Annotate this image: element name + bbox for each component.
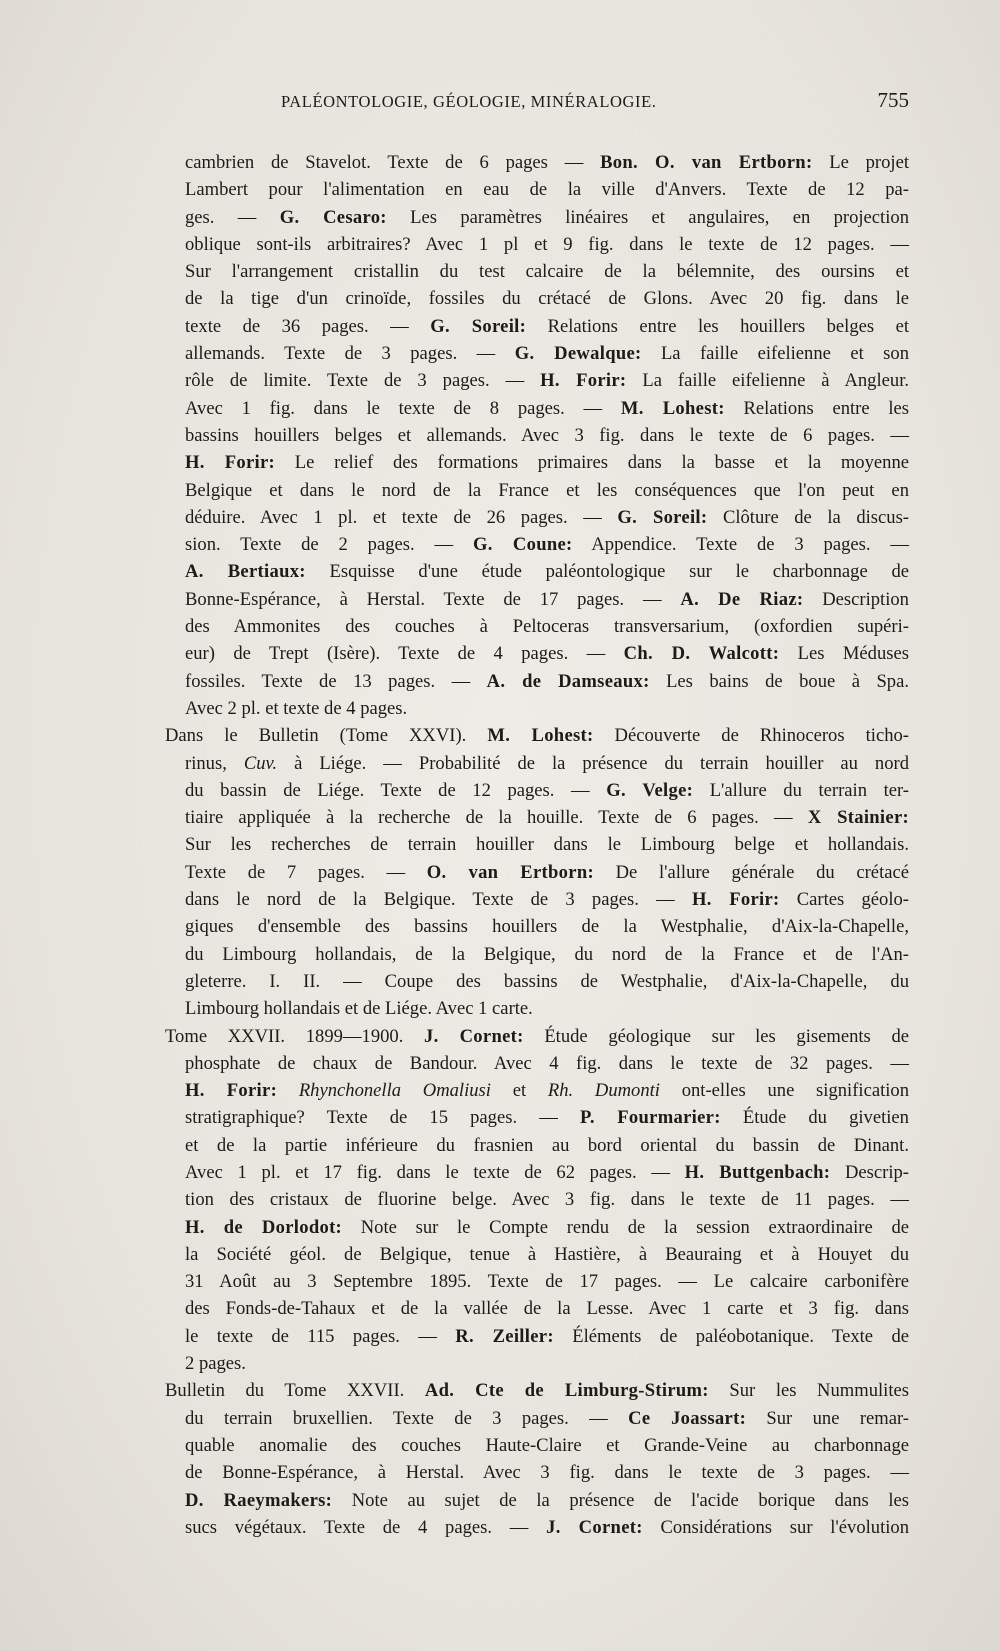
- text-run: Avec 1 fig. dans le texte de 8 pages. —: [185, 397, 621, 419]
- text-line: [165, 913, 909, 940]
- text-line: [165, 1459, 909, 1486]
- author-name: R. Zeiller:: [455, 1325, 554, 1347]
- text-line: [165, 231, 909, 258]
- text-line: [165, 340, 909, 367]
- text-line: [165, 750, 909, 777]
- text-run: rinus,: [185, 752, 244, 774]
- text-run: du bassin de Liége. Texte de 12 pages. —: [185, 779, 607, 801]
- text-line: [165, 722, 909, 749]
- text-line: [165, 422, 909, 449]
- text-run: Belgique et dans le nord de la France et les conséquences que l'on peut en: [185, 479, 909, 501]
- text-run: Considérations sur l'évolution: [642, 1516, 910, 1538]
- text-run: ges. —: [185, 206, 280, 228]
- text-line: [165, 859, 909, 886]
- author-name: H. Forir:: [540, 370, 627, 392]
- text-run: Le projet: [812, 152, 910, 173]
- author-name: A. de Damseaux:: [486, 670, 650, 692]
- text-run: Les paramètres linéaires et angulaires, en projection: [386, 206, 909, 228]
- text-run: Sur les Nummulites: [708, 1380, 909, 1402]
- text-line: [165, 1350, 909, 1377]
- text-run: Appendice. Texte de 3 pages. —: [572, 534, 910, 556]
- text-line: [165, 1186, 909, 1213]
- italic-term: Rhynchonella Omaliusi: [298, 1080, 491, 1102]
- page-number: 755: [877, 88, 909, 112]
- text-run: cambrien de Stavelot. Texte de 6 pages —: [185, 152, 601, 173]
- author-name: J. Cornet:: [424, 1025, 524, 1047]
- text-run: dans le nord de la Belgique. Texte de 3 pages. —: [185, 889, 692, 911]
- text-line: [165, 1377, 909, 1404]
- text-line: [165, 1295, 909, 1322]
- text-line: [165, 1159, 909, 1186]
- text-run: Les bains de boue à Spa.: [649, 670, 909, 692]
- text-run: le texte de 115 pages. —: [185, 1325, 456, 1347]
- text-run: déduire. Avec 1 pl. et texte de 26 pages. —: [185, 506, 618, 528]
- author-name: H. Forir:: [185, 1080, 278, 1102]
- text-line: [165, 1050, 909, 1077]
- text-run: oblique sont-ils arbitraires? Avec 1 pl et 9 fig. dans le texte de 12 pages. —: [185, 233, 909, 255]
- text-run: [277, 1080, 299, 1101]
- text-line: [165, 695, 909, 722]
- text-run: la Société géol. de Belgique, tenue à Hastière, à Beauraing et à Houyet du: [185, 1243, 909, 1265]
- text-run: Les Méduses: [779, 643, 909, 665]
- text-run: Étude géologique sur les gisements de: [523, 1025, 909, 1047]
- author-name: Ch. D. Walcott:: [623, 643, 780, 665]
- text-run: du terrain bruxellien. Texte de 3 pages. —: [185, 1407, 629, 1429]
- text-line: [165, 504, 909, 531]
- text-run: allemands. Texte de 3 pages. —: [185, 343, 515, 365]
- text-run: De l'allure générale du crétacé: [593, 861, 909, 883]
- text-line: [165, 640, 909, 667]
- text-line: [165, 804, 909, 831]
- text-run: L'allure du terrain ter-: [693, 779, 909, 801]
- text-line: [165, 176, 909, 203]
- author-name: A. Bertiaux:: [185, 561, 306, 583]
- text-line: [165, 1132, 909, 1159]
- author-name: O. van Ertborn:: [426, 861, 594, 883]
- text-line: [165, 831, 909, 858]
- body-text: [165, 149, 909, 1541]
- text-line: [165, 668, 909, 695]
- text-line: [165, 1487, 909, 1514]
- text-line: [165, 968, 909, 995]
- text-line: [165, 886, 909, 913]
- author-name: G. Dewalque:: [514, 343, 642, 365]
- text-run: du Limbourg hollandais, de la Belgique, du nord de la France et de l'An-: [185, 943, 909, 965]
- text-run: fossiles. Texte de 13 pages. —: [185, 670, 487, 692]
- text-run: Découverte de Rhinoceros ticho-: [593, 725, 909, 747]
- text-run: Note sur le Compte rendu de la session extraordinaire de: [342, 1216, 909, 1238]
- italic-term: Cuv.: [243, 752, 278, 774]
- author-name: G. Cesaro:: [279, 206, 387, 228]
- text-run: texte de 36 pages. —: [185, 315, 431, 337]
- author-name: Ce Joassart:: [628, 1407, 747, 1429]
- text-run: Limbourg hollandais et de Liége. Avec 1 carte.: [185, 998, 533, 1020]
- text-run: des Fonds-de-Tahaux et de la vallée de la Lesse. Avec 1 carte et 3 fig. dans: [185, 1298, 909, 1320]
- author-name: H. Forir:: [691, 889, 780, 911]
- author-name: H. Forir:: [185, 452, 276, 474]
- text-line: [165, 1323, 909, 1350]
- italic-term: Rh. Dumonti: [547, 1080, 660, 1102]
- text-run: Sur l'arrangement cristallin du test calcaire de la bélemnite, des oursins et: [185, 261, 909, 283]
- text-run: Avec 2 pl. et texte de 4 pages.: [185, 697, 408, 719]
- text-run: Note au sujet de la présence de l'acide borique dans les: [332, 1489, 909, 1511]
- text-line: [165, 204, 909, 231]
- text-run: Bulletin du Tome XXVII.: [165, 1380, 425, 1402]
- text-run: Sur une remar-: [746, 1407, 909, 1429]
- text-run: Sur les recherches de terrain houiller dans le Limbourg belge et hollandais.: [185, 834, 909, 856]
- text-run: et: [490, 1080, 548, 1102]
- text-line: [165, 477, 909, 504]
- text-run: eur) de Trept (Isère). Texte de 4 pages. —: [185, 643, 624, 665]
- page-header: [0, 88, 1000, 124]
- author-name: J. Cornet:: [546, 1516, 643, 1538]
- text-line: [165, 258, 909, 285]
- author-name: M. Lohest:: [487, 725, 594, 747]
- text-run: giques d'ensemble des bassins houillers de la Westphalie, d'Aix-la-Chapelle,: [185, 916, 909, 938]
- text-run: sucs végétaux. Texte de 4 pages. —: [185, 1516, 547, 1538]
- text-run: et de la partie inférieure du frasnien au bord oriental du bassin de Dinant.: [185, 1134, 909, 1156]
- author-name: Ad. Cte de Limburg-Stirum:: [424, 1380, 709, 1402]
- text-run: ont-elles une signification: [659, 1080, 910, 1102]
- author-name: M. Lohest:: [620, 397, 725, 419]
- text-line: [165, 449, 909, 476]
- author-name: A. De Riaz:: [680, 588, 804, 610]
- text-run: Avec 1 pl. et 17 fig. dans le texte de 62 pages. —: [185, 1161, 685, 1183]
- author-name: P. Fourmarier:: [579, 1107, 721, 1129]
- text-run: Cartes géolo-: [779, 889, 909, 911]
- text-run: tiaire appliquée à la recherche de la houille. Texte de 6 pages. —: [185, 807, 808, 829]
- text-run: à Liége. — Probabilité de la présence du terrain houiller au nord: [277, 752, 910, 774]
- text-run: stratigraphique? Texte de 15 pages. —: [185, 1107, 580, 1129]
- text-run: rôle de limite. Texte de 3 pages. —: [185, 370, 541, 392]
- text-line: [165, 531, 909, 558]
- text-line: [165, 1514, 909, 1541]
- text-run: Clôture de la discus-: [707, 506, 909, 528]
- text-line: [165, 1077, 909, 1104]
- author-name: G. Velge:: [606, 779, 694, 801]
- text-run: quable anomalie des couches Haute-Claire et Grande-Veine au charbonnage: [185, 1434, 909, 1456]
- text-line: [165, 1104, 909, 1131]
- text-line: [165, 367, 909, 394]
- text-line: [165, 313, 909, 340]
- text-line: [165, 285, 909, 312]
- author-name: G. Soreil:: [617, 506, 708, 528]
- author-name: G. Soreil:: [430, 315, 527, 337]
- text-run: Éléments de paléobotanique. Texte de: [553, 1325, 910, 1347]
- text-run: de Bonne-Espérance, à Herstal. Avec 3 fig. dans le texte de 3 pages. —: [185, 1462, 909, 1484]
- author-name: G. Coune:: [472, 534, 573, 556]
- text-run: Le relief des formations primaires dans la basse et la moyenne: [275, 452, 909, 474]
- text-run: gleterre. I. II. — Coupe des bassins de Westphalie, d'Aix-la-Chapelle, du: [185, 970, 909, 992]
- text-line: [165, 586, 909, 613]
- text-run: Description: [803, 588, 909, 610]
- text-line: [165, 395, 909, 422]
- text-run: de la tige d'un crinoïde, fossiles du crétacé de Glons. Avec 20 fig. dans le: [185, 288, 909, 310]
- text-line: [165, 1405, 909, 1432]
- author-name: H. Buttgenbach:: [684, 1161, 831, 1183]
- text-run: Texte de 7 pages. —: [185, 861, 427, 883]
- text-run: bassins houillers belges et allemands. Avec 3 fig. dans le texte de 6 pages. —: [185, 424, 909, 446]
- author-name: D. Raeymakers:: [185, 1489, 333, 1511]
- text-run: Relations entre les: [724, 397, 910, 419]
- text-line: [165, 1268, 909, 1295]
- text-line: [165, 1023, 909, 1050]
- text-line: [165, 558, 909, 585]
- text-line: [165, 149, 909, 176]
- text-line: [165, 777, 909, 804]
- running-title: PALÉONTOLOGIE, GÉOLOGIE, MINÉRALOGIE.: [281, 92, 657, 111]
- text-run: tion des cristaux de fluorine belge. Avec 3 fig. dans le texte de 11 pages. —: [185, 1189, 909, 1211]
- text-run: Lambert pour l'alimentation en eau de la ville d'Anvers. Texte de 12 pa-: [185, 179, 909, 201]
- text-run: Étude du givetien: [720, 1107, 909, 1129]
- text-run: Tome XXVII. 1899—1900.: [165, 1025, 425, 1047]
- author-name: X Stainier:: [807, 807, 909, 829]
- text-run: sion. Texte de 2 pages. —: [185, 534, 473, 556]
- author-name: H. de Dorlodot:: [185, 1216, 343, 1238]
- text-run: Esquisse d'une étude paléontologique sur le charbonnage de: [305, 561, 910, 583]
- text-run: des Ammonites des couches à Peltoceras transversarium, (oxfordien supéri-: [185, 616, 909, 638]
- text-line: [165, 613, 909, 640]
- text-run: Dans le Bulletin (Tome XXVI).: [165, 725, 488, 747]
- text-run: 31 Août au 3 Septembre 1895. Texte de 17 pages. — Le calcaire carbonifère: [185, 1271, 909, 1293]
- text-run: Descrip-: [830, 1161, 909, 1183]
- text-run: La faille eifelienne et son: [641, 343, 909, 365]
- text-line: [165, 995, 909, 1022]
- text-run: 2 pages.: [185, 1353, 246, 1375]
- text-run: Bonne-Espérance, à Herstal. Texte de 17 pages. —: [185, 588, 681, 610]
- text-line: [165, 1241, 909, 1268]
- text-run: La faille eifelienne à Angleur.: [626, 370, 910, 392]
- text-run: Relations entre les houillers belges et: [526, 315, 909, 337]
- text-line: [165, 1432, 909, 1459]
- author-name: Bon. O. van Ertborn:: [600, 152, 813, 173]
- text-line: [165, 941, 909, 968]
- text-line: [165, 1214, 909, 1241]
- text-run: phosphate de chaux de Bandour. Avec 4 fig. dans le texte de 32 pages. —: [185, 1052, 909, 1074]
